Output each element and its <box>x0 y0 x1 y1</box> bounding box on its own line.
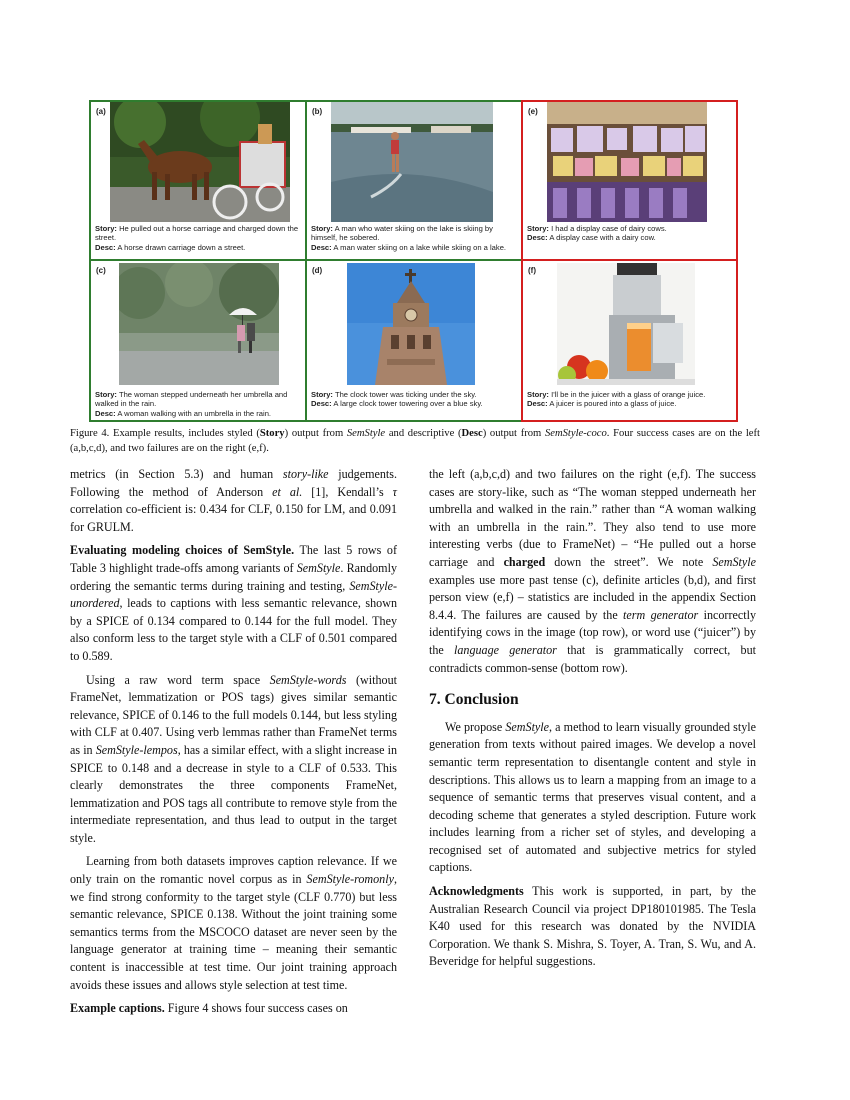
text: This work is supported, in part, by the Australian Research Council via project DP180101985. The Tesla K40 used for this research was donated by the NVIDIA Corporation. We thank S. Mishra, S. Toyer, A. Tran, S. Wu, and A. Beveridge for helpful suggestions. <box>429 884 756 969</box>
desc-text: A horse drawn carriage down a street. <box>117 242 246 252</box>
paragraph-conclusion <box>429 719 756 877</box>
panel-caption <box>527 224 732 243</box>
text: correlation co-efficient is: 0.434 for CLF, 0.150 for LM, and 0.091 for GRULM. <box>70 502 397 534</box>
italic-text: SemStyle <box>505 719 550 734</box>
desc-text: A display case with a dairy cow. <box>549 233 656 243</box>
text: Figure 4 shows four success cases on <box>164 1001 348 1016</box>
story-label: Story: <box>311 224 333 233</box>
panel-label: (d) <box>312 266 323 275</box>
water-skiing-photo <box>331 102 493 222</box>
desc-label: Desc: <box>311 399 332 409</box>
story-text: A man who water skiing on the lake is skiing by himself, he sobered. <box>311 224 493 243</box>
italic-text: τ <box>392 484 398 499</box>
story-text: The woman stepped underneath her umbrella and walked in the rain. <box>95 390 288 409</box>
figure-panel-d <box>305 259 523 422</box>
desc-label: Desc: <box>311 242 332 252</box>
text: , a method to learn visually grounded style generation from texts without paired images. We develop a novel semantic term representation to disentangle content and style in descriptions. This allows us to learn a mapping from an image to a sequence of semantic terms that preserves visual content, and a decoding scheme that generates a styled description. Future work includes learning from a richer set of styles, and developing a recognised set of automated and subjective metrics for styled captions. <box>429 719 756 875</box>
clock-tower-photo <box>347 263 475 385</box>
text: Using a raw word term space <box>86 672 270 687</box>
italic-text: SemStyle-unordered <box>70 578 397 611</box>
paragraph-heading: Example captions. <box>70 1001 165 1016</box>
text: , has a similar effect, with a slight increase in SPICE to 0.148 and a decrease in style to a CLF of 0.533. This clearly demonstrates the three components FrameNet, lemmatization and POS tags all contribute to remove style from the intermediate representation, and thus lead to output in the target style. <box>70 742 397 845</box>
paragraph-heading: Evaluating modeling choices of SemStyle. <box>70 543 295 558</box>
paragraph-example-captions <box>70 1000 397 1018</box>
caption-bold: Desc <box>461 428 483 439</box>
paragraph-raw-word-term <box>70 672 397 848</box>
juicer-photo <box>557 263 695 385</box>
desc-text: A woman walking with an umbrella in the rain. <box>117 408 272 418</box>
text: examples use more past tense (c), definite articles (b,d), and first person view (e,f) – statistics are included in the appendix Section 8.4.4. The failures are caused by the <box>429 572 756 622</box>
text: down the street”. We note <box>545 554 713 569</box>
desc-label: Desc: <box>527 233 548 243</box>
desc-label: Desc: <box>527 399 548 409</box>
umbrella-rain-photo <box>119 263 279 385</box>
text: incorrectly identifying cows in the image (top row), or word use (“juicer”) by the <box>429 607 756 657</box>
caption-text: and descriptive ( <box>385 428 462 439</box>
caption-bold: Story <box>259 428 285 439</box>
story-label: Story: <box>311 390 333 399</box>
panel-caption <box>527 390 732 409</box>
text: Learning from both datasets improves caption relevance. If we only train on the romantic novel corpus as in <box>70 854 397 887</box>
caption-text: ) output from <box>284 428 347 439</box>
caption-text: Figure 4. Example results, includes styled ( <box>70 428 260 439</box>
figure-panel-e <box>521 100 738 261</box>
story-text: The clock tower was ticking under the sky. <box>334 390 477 399</box>
left-column <box>70 466 397 1018</box>
horse-carriage-photo <box>110 102 290 222</box>
text: metrics (in Section 5.3) and human <box>70 467 283 481</box>
panel-caption <box>311 224 517 252</box>
bold-text: charged <box>503 554 546 569</box>
panel-label: (a) <box>96 107 106 116</box>
paragraph-heading: Acknowledgments <box>429 884 524 899</box>
text: The last 5 rows of Table 3 highlight trade-offs among variants of <box>70 543 397 575</box>
figure-panel-a <box>89 100 307 261</box>
desc-label: Desc: <box>95 408 116 418</box>
figure-panel-b <box>305 100 523 261</box>
paragraph-metrics <box>70 466 397 536</box>
figure-panel-c <box>89 259 307 422</box>
italic-text: SemStyle <box>712 554 756 569</box>
desc-text: A man water skiing on a lake while skiing on a lake. <box>333 242 507 252</box>
text: , we find strong conformity to the target style (CLF 0.770) but less semantic relevance, SPICE 0.138. Without the joint training some semantics terms from the MSCOCO dataset are never seen by the language generator at training time – meaning their semantic content is inaccessible at test time. Our joint training approach avoids these issues and allows style selection at test time. <box>70 872 397 992</box>
story-text: I had a display case of dairy cows. <box>551 224 667 233</box>
story-text: I'll be in the juicer with a glass of orange juice. <box>551 390 706 399</box>
italic-text: SemStyle <box>296 560 341 575</box>
figure-caption <box>70 427 760 456</box>
caption-italic: SemStyle <box>346 428 386 439</box>
text: We propose <box>445 719 506 734</box>
desc-label: Desc: <box>95 242 116 252</box>
italic-text: story-like <box>282 467 329 481</box>
paragraph-success-failures <box>429 466 756 677</box>
panel-label: (f) <box>528 266 536 275</box>
text: [1], Kendall’s <box>302 484 393 499</box>
text: the left (a,b,c,d) and two failures on the right (e,f). The success cases are story-like, such as “The woman stepped underneath her umbrella and walked in the rain.” rather than “A woman walking with an umbrella in the rain.”. They also tend to use more interesting verbs (due to FrameNet) – “He pulled out a horse carriage and <box>429 467 756 569</box>
section-heading-conclusion: 7. Conclusion <box>429 691 519 709</box>
panel-label: (b) <box>312 107 323 116</box>
italic-text: SemStyle-lempos <box>95 742 178 757</box>
caption-text: ) output from <box>482 428 545 439</box>
story-label: Story: <box>527 390 549 399</box>
italic-text: SemStyle-romonly <box>306 872 394 887</box>
text: . Randomly ordering the semantic terms during training and testing, <box>70 560 397 593</box>
paragraph-modeling-choices <box>70 542 397 665</box>
story-text: He pulled out a horse carriage and charged down the street. <box>95 224 299 243</box>
paragraph-both-datasets <box>70 853 397 994</box>
panel-caption <box>311 390 517 409</box>
story-label: Story: <box>95 390 117 399</box>
desc-text: A large clock tower towering over a blue sky. <box>333 399 483 409</box>
panel-caption <box>95 390 301 418</box>
right-column <box>429 466 756 971</box>
figure-4 <box>89 100 738 422</box>
panel-label: (e) <box>528 107 538 116</box>
italic-text: et al. <box>272 484 303 499</box>
desc-text: A juicer is poured into a glass of juice. <box>549 399 677 409</box>
text: that is grammatically correct, but contradicts common-sense (bottom row). <box>429 642 756 675</box>
panel-caption <box>95 224 301 252</box>
story-label: Story: <box>95 224 117 233</box>
text: (without FrameNet, lemmatization or POS tags) gives similar semantic relevance, SPICE of 0.146 to the full models 0.144, but less styling with CLF at 0.407. Using verb lemmas rather than FrameNet terms as in <box>70 672 397 757</box>
italic-text: SemStyle-words <box>269 672 347 687</box>
dairy-display-case-photo <box>547 102 707 222</box>
figure-panel-f <box>521 259 738 422</box>
panel-label: (c) <box>96 266 106 275</box>
italic-text: language generator <box>453 642 557 657</box>
text: judgements. Following the method of Anderson <box>70 467 397 499</box>
italic-text: term generator <box>623 607 699 622</box>
story-label: Story: <box>527 224 549 233</box>
caption-text: . Four success cases are on the left (a,b,c,d), and two failures are on the right (e,f). <box>70 428 760 454</box>
text: , leads to captions with less semantic relevance, shown by a SPICE of 0.134 compared to 0.144 for the full model. They also conform less to the target style with a CLF of 0.501 compared to 0.589. <box>70 596 397 663</box>
caption-italic: SemStyle-coco <box>544 428 607 439</box>
paragraph-acknowledgments <box>429 883 756 971</box>
